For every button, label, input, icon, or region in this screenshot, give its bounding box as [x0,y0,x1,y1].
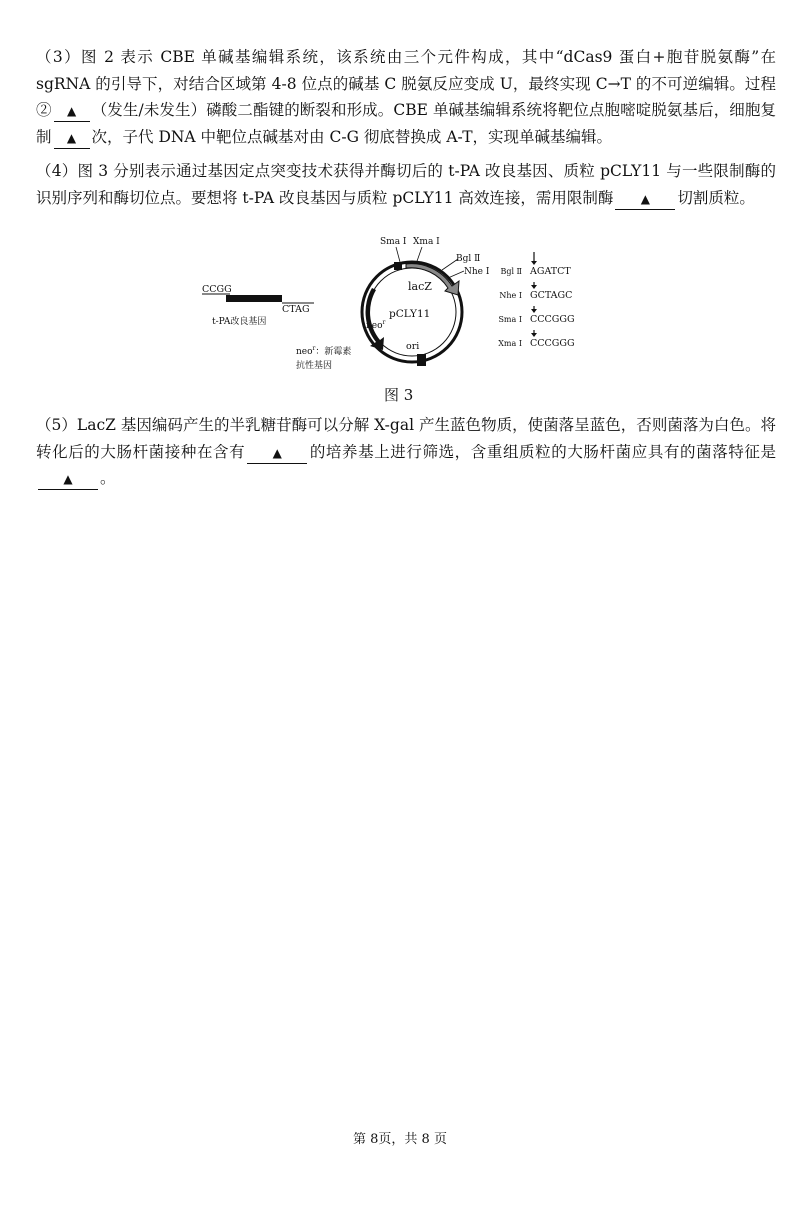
gene-bottom-sequence: CTAG [282,304,310,315]
question-5-text-1: （5）LacZ 基因编码产生的半乳糖苷酶可以分解 X-gal 产生蓝色物质，使菌落呈蓝色，否则菌落为白色。将转化后的大肠杆菌接种在含有 [36,416,776,461]
answer-blank-5a[interactable] [247,442,307,464]
answer-blank-3b[interactable] [54,127,90,149]
blank-marker: ▲ [640,191,651,206]
tpa-gene-fragment [202,284,314,327]
enzyme-recognition-table [498,252,574,349]
question-4-text-2: 切割质粒。 [677,188,755,207]
enzyme-name: Sma I [498,315,522,324]
neo-gene-arrow [366,288,384,350]
lacz-label: lacZ [408,280,432,293]
neo-legend-line-2: 抗性基因 [296,361,333,371]
question-4-text-1: （4）图 3 分别表示通过基因定点突变技术获得并酶切后的 t-PA 改良基因、质粒 pCLY11 与一些限制酶的识别序列和酶切位点。要想将 t-PA 改良基因与质粒 pCLY11 高效连接，需用限制酶 [36,162,776,207]
cut-site-arrowhead [531,261,537,265]
site-marker [394,262,402,270]
question-5-text-3: 。 [100,469,116,487]
gene-duplex-bar [226,295,282,302]
site-label-bgl: Bgl Ⅱ [456,254,481,264]
enzyme-sequence: CCCGGG [530,338,575,349]
ori-block [417,354,426,366]
enzyme-name: Xma I [498,339,522,348]
answer-blank-5b[interactable] [38,468,98,490]
question-5 [36,412,776,492]
site-pointer-sma [396,247,400,262]
site-label-nhe: Nhe I [464,267,490,277]
blank-marker: ▲ [272,445,282,460]
question-5-text-2: 的培养基上进行筛选，含重组质粒的大肠杆菌应具有的菌落特征是 [309,442,776,461]
blank-marker: ▲ [66,104,77,118]
enzyme-name: Nhe I [499,291,522,300]
question-3 [36,44,776,150]
cut-site-arrowhead [531,309,537,313]
blank-marker: ▲ [66,130,77,145]
ori-label: ori [406,341,420,352]
question-3-text-2: （发生/未发生）磷酸二酯键的断裂和形成。CBE 单碱基编辑系统将靶位点胞嘧啶脱氨基后，细胞复制 [36,101,776,146]
figure-3-diagram [190,228,610,378]
figure-caption: 图 3 [384,386,414,404]
site-pointer-nhe [448,271,464,278]
page-footer: 第 8页，共 8 页 [353,1132,447,1147]
answer-blank-4[interactable] [615,188,675,210]
enzyme-sequence: GCTAGC [530,290,573,301]
question-4 [36,158,776,211]
enzyme-sequence: AGATCT [530,266,571,277]
plasmid-pcly11 [296,237,490,371]
enzyme-sequence: CCCGGG [530,314,575,325]
answer-blank-3a[interactable] [54,100,90,122]
neo-label: neo$^r$ [366,319,386,331]
enzyme-name: Bgl Ⅱ [500,267,522,276]
cut-site-arrowhead [531,333,537,337]
neo-legend: neo$^r$：新霉素 [296,345,352,357]
site-label-sma: Sma I [380,237,407,247]
blank-marker: ▲ [63,472,73,486]
site-pointer-bgl [442,259,458,270]
question-3-text-3: 次，子代 DNA 中靶位点碱基对由 C-G 彻底替换成 A-T，实现单碱基编辑。 [91,127,613,146]
gene-top-sequence: CCGG [202,284,232,295]
question-3-text-1: （3）图 2 表示 CBE 单碱基编辑系统，该系统由三个元件构成，其中“dCas9 蛋白+胞苷脱氨酶”在 sgRNA 的引导下，对结合区域第 4-8 位点的碱基 C 脱氨反应变成 U，最终实现 C→T 的不可逆编辑。过程② [36,48,776,119]
cut-site-arrowhead [531,285,537,289]
gene-label: t-PA改良基因 [212,317,267,327]
plasmid-name: pCLY11 [389,308,431,320]
site-label-xma: Xma I [413,237,440,247]
